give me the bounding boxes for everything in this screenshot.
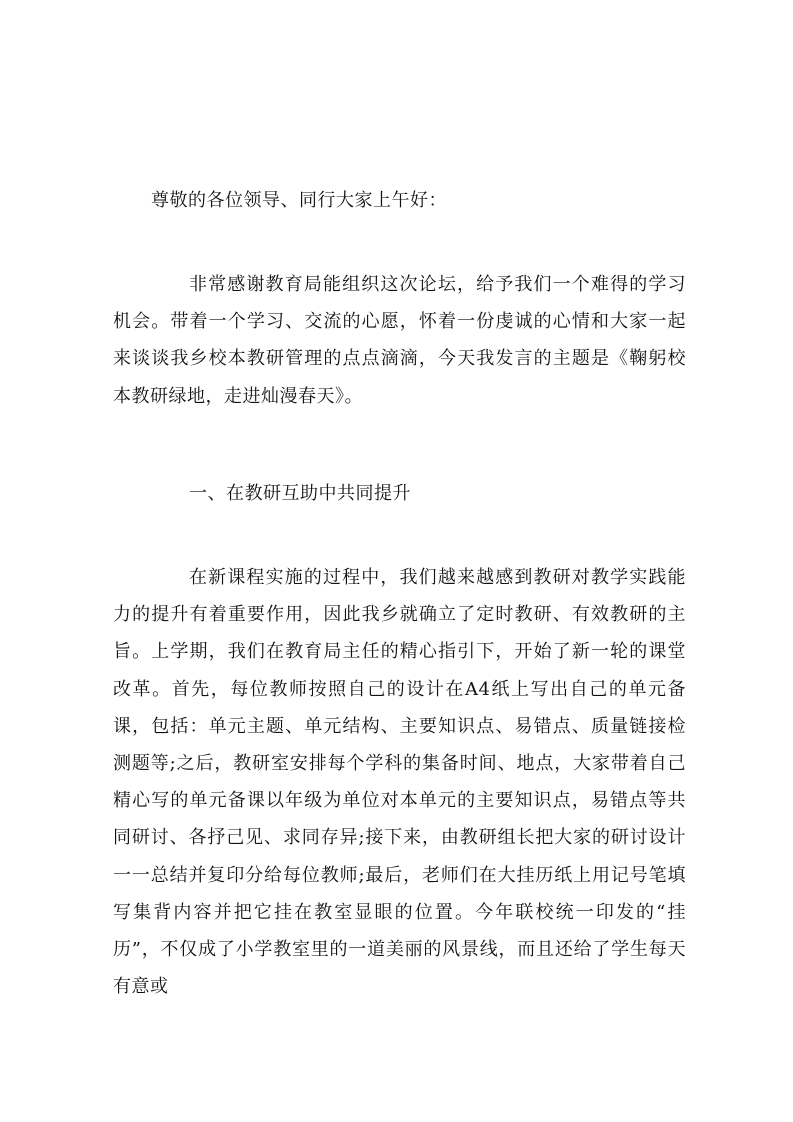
section-heading: 一、在教研互助中共同提升	[189, 483, 411, 504]
intro-paragraph: 非常感谢教育局能组织这次论坛，给予我们一个难得的学习机会。带着一个学习、交流的心愿，怀着一份虔诚的心情和大家一起来谈谈我乡校本教研管理的点点滴滴，今天我发言的主题是《鞠躬校本教研绿地，走进灿漫春天》。	[113, 274, 686, 407]
greeting-paragraph: 尊敬的各位领导、同行大家上午好：	[151, 190, 447, 211]
body-paragraph: 在新课程实施的过程中，我们越来越感到教研对教学实践能力的提升有着重要作用，因此我乡就确立了定时教研、有效教研的主旨。上学期，我们在教育局主任的精心指引下，开始了新一轮的课堂改革。首先，每位教师按照自己的设计在A4纸上写出自己的单元备课，包括：单元主题、单元结构、主要知识点、易错点、质量链接检测题等;之后，教研室安排每个学科的集备时间、地点，大家带着自己精心写的单元备课以年级为单位对本单元的主要知识点，易错点等共同研讨、各抒己见、求同存异;接下来，由教研组长把大家的研讨设计一一总结并复印分给每位教师;最后，老师们在大挂历纸上用记号笔填写集背内容并把它挂在教室显眼的位置。今年联校统一印发的“挂历”，不仅成了小学教室里的一道美丽的风景线，而且还给了学生每天有意或	[113, 567, 686, 998]
